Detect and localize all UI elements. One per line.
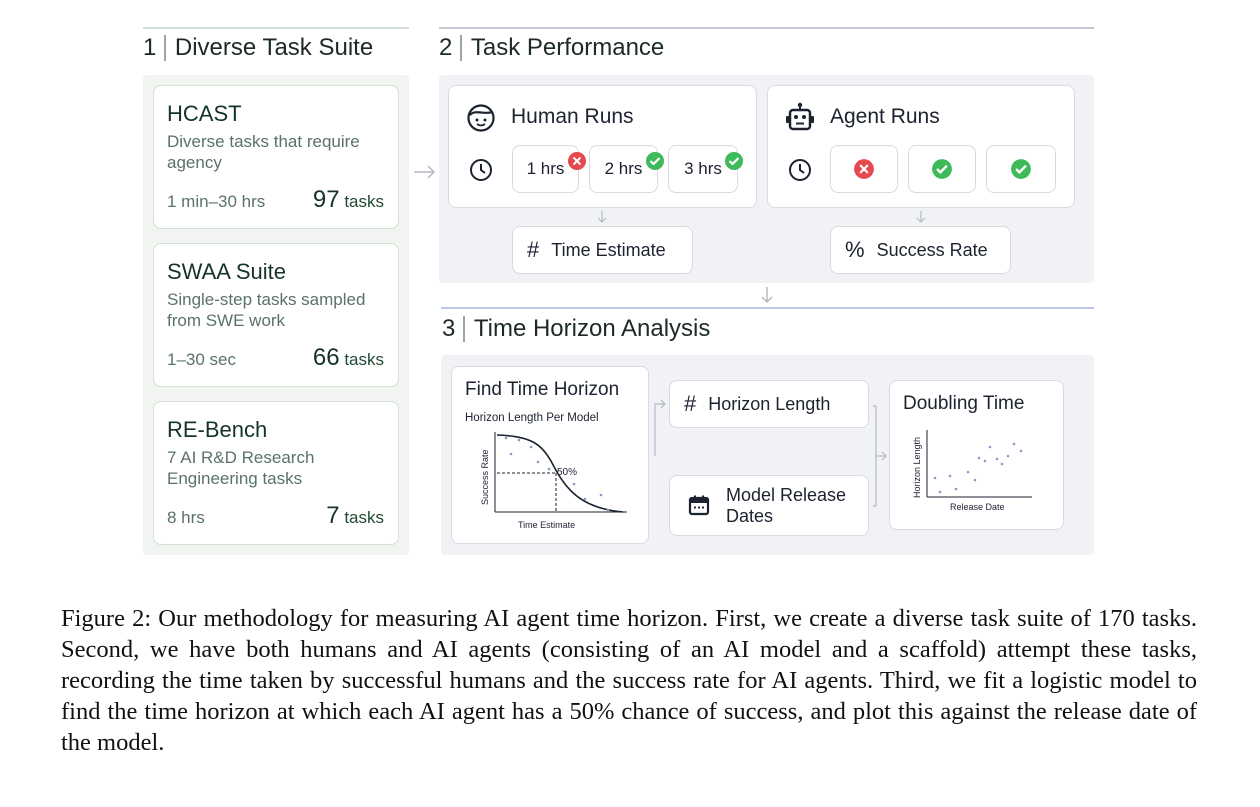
clock-icon (788, 158, 812, 182)
run-time-label: 2 hrs (604, 159, 643, 178)
section2-rule (439, 27, 1094, 29)
card-title: SWAA Suite (167, 259, 287, 284)
section1-header (143, 34, 373, 62)
card-count-unit: tasks (344, 350, 384, 369)
agent-run-chip (830, 145, 898, 193)
clock-icon (469, 158, 493, 182)
card-count (313, 344, 384, 372)
doubling-time-title: Doubling Time (903, 393, 1025, 414)
card-title: RE-Bench (167, 417, 268, 442)
card-description: 7 AI R&D Research Engineering tasks (167, 448, 315, 488)
agent-runs-label: Agent Runs (830, 105, 940, 128)
model-release-label-line2: Dates (726, 506, 774, 526)
section1-title: Diverse Task Suite (174, 34, 374, 61)
section3-rule (441, 307, 1094, 309)
card-count-unit: tasks (344, 192, 384, 211)
time-estimate-label: Time Estimate (551, 239, 666, 260)
section1-rule (143, 27, 409, 29)
robot-icon (784, 101, 816, 133)
card-count (313, 186, 384, 214)
figure-caption: Figure 2: Our methodology for measuring AI agent time horizon. First, we create a diverse task suite of 170 tasks. Second, we have both humans and AI agents (consisting of an AI model and a scaffold) attempt these tasks, recording the time taken by successful humans and the success rate for AI agents. Third, we fit a logistic model to find the time horizon at which each AI agent has a 50% chance of success, and plot this against the release date of the model. (61, 605, 1197, 756)
run-time-label: 1 hrs (526, 159, 565, 178)
fail-x-icon (853, 158, 875, 180)
success-check-icon (1010, 158, 1032, 180)
section2-header (439, 34, 664, 62)
section3-divider (463, 316, 465, 342)
task-suite-card (153, 243, 399, 387)
smiley-face-icon (466, 103, 496, 133)
card-title: HCAST (167, 101, 242, 126)
card-range: 8 hrs (167, 508, 205, 527)
section3-title: Time Horizon Analysis (473, 315, 711, 342)
success-check-icon (931, 158, 953, 180)
arrow-down-icon (596, 210, 608, 224)
logistic-curve-plot (451, 366, 649, 544)
horizon-length-pill (669, 380, 869, 428)
find-time-horizon-subtitle: Horizon Length Per Model (465, 412, 599, 424)
horizon-length-axis-label: Horizon Length (912, 436, 922, 498)
section2-divider (460, 35, 462, 61)
card-count-number: 7 (326, 502, 340, 529)
section1-divider (164, 35, 166, 61)
card-range: 1 min–30 hrs (167, 192, 266, 211)
card-count-number: 66 (312, 344, 340, 371)
arrow-right-icon (412, 163, 438, 181)
section3-header (442, 315, 710, 343)
model-release-label (726, 485, 846, 527)
time-estimate-pill (512, 226, 693, 274)
agent-run-chip (908, 145, 976, 193)
model-release-label-line1: Model Release (726, 485, 847, 505)
section2-number: 2 (439, 34, 453, 61)
calendar-icon (687, 493, 711, 517)
task-suite-card (153, 401, 399, 545)
bracket-arrow-icon (651, 394, 669, 458)
success-rate-pill (830, 226, 1011, 274)
card-range: 1–30 sec (167, 350, 236, 369)
doubling-scatter-plot (889, 380, 1064, 530)
card-count-unit: tasks (344, 508, 384, 527)
fifty-percent-marker: 50% (557, 467, 578, 478)
find-time-horizon-title: Find Time Horizon (465, 379, 620, 400)
hash-icon: # (684, 391, 697, 416)
percent-icon: % (845, 237, 865, 262)
card-description: Single-step tasks sampled from SWE work (167, 290, 366, 330)
task-suite-card (153, 85, 399, 229)
arrow-down-icon (915, 210, 927, 224)
fail-x-icon (567, 151, 587, 171)
success-check-icon (724, 151, 744, 171)
time-estimate-axis-label: Time Estimate (518, 520, 576, 530)
success-rate-axis-label: Success Rate (480, 449, 490, 505)
agent-run-chip (986, 145, 1056, 193)
section1-number: 1 (143, 34, 157, 61)
card-count-number: 97 (312, 186, 340, 213)
card-count (326, 502, 384, 530)
run-time-label: 3 hrs (684, 159, 722, 178)
section3-number: 3 (442, 315, 456, 342)
section2-title: Task Performance (470, 34, 665, 61)
hash-icon: # (527, 237, 540, 262)
arrow-down-icon (759, 286, 775, 304)
bracket-arrow-icon (870, 404, 890, 508)
success-check-icon (645, 151, 665, 171)
horizon-length-label: Horizon Length (708, 393, 831, 414)
human-runs-label: Human Runs (511, 105, 634, 128)
success-rate-label: Success Rate (876, 239, 988, 260)
release-date-axis-label: Release Date (950, 502, 1005, 512)
card-description: Diverse tasks that require agency (167, 132, 360, 172)
